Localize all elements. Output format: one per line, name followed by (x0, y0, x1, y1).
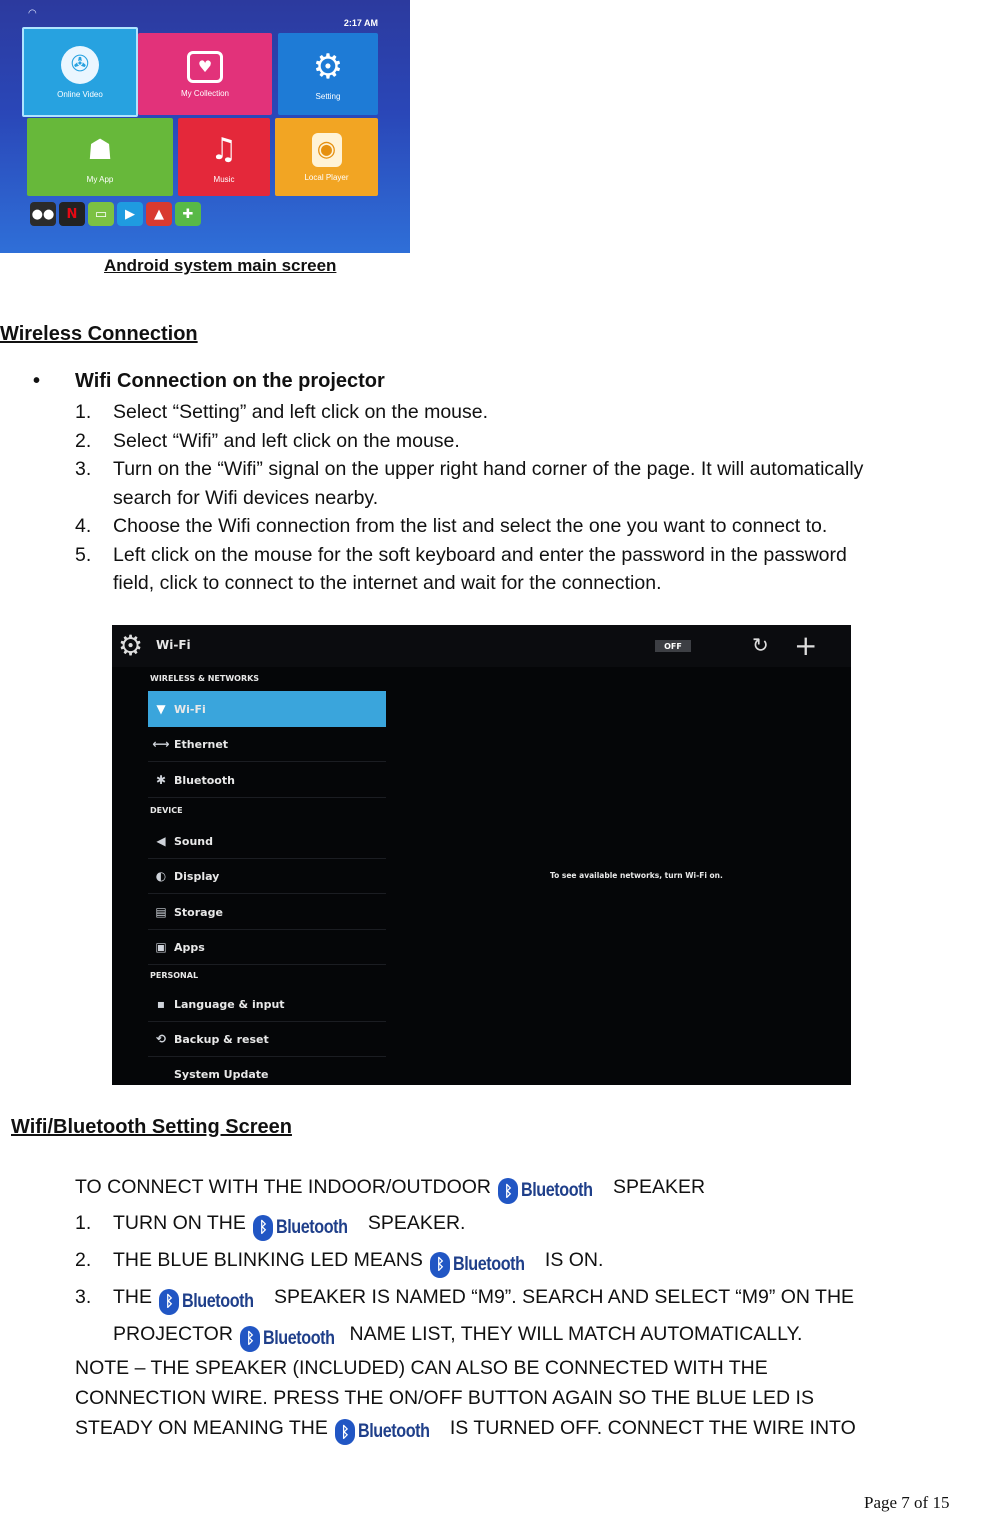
bluetooth-logo: ᛒ Bluetooth (253, 1211, 360, 1244)
settings-item-backup[interactable]: ⟲ Backup & reset (148, 1022, 386, 1057)
bluetooth-icon: ᛒ (498, 1178, 518, 1204)
list-item: 3. Turn on the “Wifi” signal on the upper right hand corner of the page. It will automatically search for Wifi devices nearby. (75, 458, 864, 509)
play-store-icon: ▶ (117, 202, 143, 226)
folder-icon: ▭ (88, 202, 114, 226)
settings-action-bar (112, 625, 851, 667)
bluetooth-icon: ᛒ (253, 1215, 273, 1241)
bluetooth-logo: ᛒ Bluetooth (159, 1285, 266, 1318)
list-item: 4. Choose the Wifi connection from the list and select the one you want to connect to. (75, 515, 828, 537)
wifi-icon: ▼ (156, 702, 166, 716)
android-robot-icon: ☗ (87, 133, 113, 166)
add-network-icon[interactable]: + (794, 629, 818, 662)
tile-local-player: ◉ Local Player (275, 118, 378, 196)
backup-icon: ⟲ (155, 1032, 167, 1046)
category-wireless: WIRELESS & NETWORKS (150, 674, 260, 683)
settings-item-wifi[interactable]: ▼ Wi-Fi (148, 691, 386, 727)
wifi-bullet-title: • Wifi Connection on the projector (33, 370, 385, 392)
settings-item-system-update[interactable]: System Update (148, 1057, 386, 1085)
wifi-off-message: To see available networks, turn Wi-Fi on. (550, 871, 723, 880)
bullet-icon: • (33, 370, 41, 392)
settings-gear-icon: ⚙ (118, 629, 144, 662)
bluetooth-intro: TO CONNECT WITH THE INDOOR/OUTDOOR ᛒ Bluetooth SPEAKER (75, 1176, 705, 1204)
bluetooth-setting-heading: Wifi/Bluetooth Setting Screen (11, 1116, 292, 1138)
wifi-toggle[interactable]: OFF (655, 640, 691, 652)
settings-item-language[interactable]: ▪ Language & input (148, 987, 386, 1022)
wifi-settings-screen-image (112, 625, 851, 1085)
bluetooth-logo: ᛒ Bluetooth (430, 1248, 537, 1281)
settings-item-bluetooth[interactable]: ✱ Bluetooth (148, 763, 386, 798)
wifi-steps-list (75, 398, 863, 598)
tile-my-collection: ♥ My Collection (138, 33, 272, 115)
category-personal: PERSONAL (150, 971, 199, 980)
settings-item-sound[interactable]: ◀ Sound (148, 824, 386, 859)
tile-online-video: ✇ Online Video (22, 27, 138, 117)
list-item: 3. THE ᛒ Bluetooth SPEAKER IS NAMED “M9”. SEARCH AND SELECT “M9” ON THE PROJECTOR ᛒ Bluetooth NAME LIST, THEY WILL MATCH AUTOMATICALLY. (75, 1281, 854, 1355)
bluetooth-logo: ᛒ Bluetooth (240, 1322, 347, 1355)
category-device: DEVICE (150, 806, 183, 815)
settings-item-display[interactable]: ◐ Display (148, 859, 386, 894)
shortcut-bar (30, 202, 201, 226)
list-item: 1. TURN ON THE ᛒ Bluetooth SPEAKER. (75, 1207, 854, 1244)
ethernet-icon: ⟷ (152, 737, 170, 751)
tile-setting: ⚙ Setting (278, 33, 378, 115)
add-icon: ✚ (175, 202, 201, 226)
gallery-icon: ▲ (146, 202, 172, 226)
heart-folder-icon: ♥ (187, 51, 223, 83)
bluetooth-logo: ᛒ Bluetooth (335, 1417, 442, 1447)
settings-title: Wi-Fi (156, 638, 191, 652)
bluetooth-icon: ᛒ (159, 1289, 179, 1315)
bluetooth-icon: ✱ (155, 773, 167, 787)
keyboard-icon: ▪ (156, 997, 166, 1011)
wifi-signal-icon: ◠ (28, 8, 37, 19)
list-item: 5. Left click on the mouse for the soft keyboard and enter the password in the password field, click to connect to the internet and wait for the connection. (75, 543, 847, 594)
bluetooth-icon: ᛒ (430, 1252, 450, 1278)
settings-item-storage[interactable]: ▤ Storage (148, 895, 386, 930)
netflix-icon: N (59, 202, 85, 226)
tile-my-app: ☗ My App (27, 118, 173, 196)
settings-item-ethernet[interactable]: ⟷ Ethernet (148, 727, 386, 762)
bluetooth-logo: ᛒ Bluetooth (498, 1178, 605, 1204)
android-screen-caption: Android system main screen (104, 256, 337, 275)
brightness-icon: ◐ (155, 869, 167, 883)
bluetooth-note: NOTE – THE SPEAKER (INCLUDED) CAN ALSO BE CONNECTED WITH THE CONNECTION WIRE. PRESS THE ON/OFF BUTTON AGAIN SO THE BLUE LED IS STEADY ON MEANING THE ᛒ Bluetooth IS TURNED OFF. CONNECT THE WIRE INTO (75, 1353, 990, 1447)
page-number: Page 7 of 15 (864, 1493, 950, 1512)
bluetooth-icon: ᛒ (335, 1419, 355, 1445)
android-main-screen-image (0, 0, 410, 253)
film-reel-icon: ✇ (61, 46, 99, 84)
bluetooth-steps-list (75, 1207, 854, 1355)
speaker-icon: ◀ (156, 834, 166, 848)
storage-icon: ▤ (155, 905, 167, 919)
tile-music: ♫ Music (178, 118, 270, 196)
clock: 2:17 AM (343, 18, 378, 28)
list-item: 1. Select “Setting” and left click on the mouse. (75, 401, 489, 423)
list-item: 2. Select “Wifi” and left click on the mouse. (75, 429, 460, 452)
settings-item-apps[interactable]: ▣ Apps (148, 930, 386, 965)
owl-app-icon: ●● (30, 202, 56, 226)
wps-icon[interactable]: ↻ (752, 633, 769, 657)
bluetooth-icon: ᛒ (240, 1326, 260, 1352)
wireless-connection-heading: Wireless Connection (0, 323, 198, 345)
music-note-icon: ♫ (210, 132, 238, 167)
apps-icon: ▣ (155, 940, 167, 954)
gear-icon: ⚙ (312, 46, 344, 87)
list-item: 2. THE BLUE BLINKING LED MEANS ᛒ Bluetooth IS ON. (75, 1244, 854, 1281)
disc-icon: ◉ (312, 133, 342, 167)
